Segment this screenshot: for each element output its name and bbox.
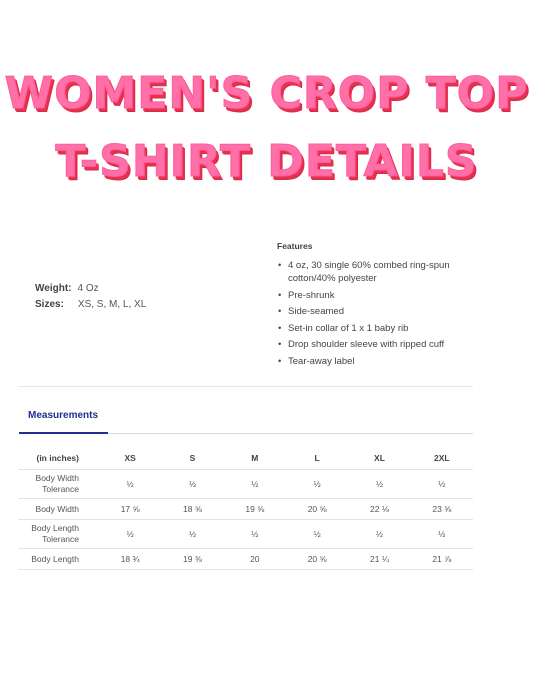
table-cell: 17 ⅝: [99, 499, 161, 520]
table-cell: 20: [224, 549, 286, 570]
column-header: XS: [99, 447, 161, 470]
table-header-row: [18, 447, 473, 470]
table-cell: 22 ⅛: [348, 499, 410, 520]
table-cell: 19 ⅝: [224, 499, 286, 520]
table-cell: ½: [161, 520, 223, 549]
table-cell: ½: [286, 520, 348, 549]
column-header: 2XL: [411, 447, 473, 470]
feature-item: • Tear-away label: [288, 355, 477, 368]
table-cell: ½: [99, 470, 161, 499]
features-section: [277, 241, 477, 371]
table-cell: 23 ⅝: [411, 499, 473, 520]
measurements-table: [18, 447, 473, 570]
product-specs: [35, 281, 146, 313]
feature-item: • Drop shoulder sleeve with ripped cuff: [288, 338, 477, 351]
table-cell: 20 ⅝: [286, 549, 348, 570]
column-header: XL: [348, 447, 410, 470]
table-row: [18, 549, 473, 570]
features-list: [277, 259, 477, 368]
weight-row: [35, 281, 146, 297]
column-header: (in inches): [18, 447, 99, 470]
column-header: M: [224, 447, 286, 470]
tab-active-indicator: [19, 432, 108, 434]
tab-bar-line: [108, 433, 473, 434]
weight-label: Weight:: [35, 283, 72, 294]
sizes-label: Sizes:: [35, 299, 64, 310]
weight-value: 4 Oz: [77, 283, 99, 294]
table-cell: ½: [99, 520, 161, 549]
table-cell: 19 ⅜: [161, 549, 223, 570]
page-title-line-1: WOMEN'S CROP TOP: [4, 68, 529, 119]
sizes-row: [35, 297, 146, 313]
features-heading: Features: [277, 241, 313, 251]
feature-item: • Set-in collar of 1 x 1 baby rib: [288, 322, 477, 335]
table-cell: 20 ⅝: [286, 499, 348, 520]
row-label: Body Length Tolerance: [18, 520, 99, 549]
section-divider: [18, 386, 473, 387]
column-header: S: [161, 447, 223, 470]
feature-item: • Pre-shrunk: [288, 289, 477, 302]
column-header: L: [286, 447, 348, 470]
table-row: [18, 470, 473, 499]
feature-item: • 4 oz, 30 single 60% combed ring-spun cotton/40% polyester: [288, 259, 477, 285]
table-cell: 21 ⅞: [411, 549, 473, 570]
table-cell: ½: [348, 470, 410, 499]
table-row: [18, 520, 473, 549]
table-cell: ½: [411, 520, 473, 549]
table-cell: ½: [286, 470, 348, 499]
table-cell: ½: [161, 470, 223, 499]
page-title-line-2: T-SHIRT DETAILS: [55, 136, 478, 187]
table-row: [18, 499, 473, 520]
row-label: Body Width: [18, 499, 99, 520]
table-cell: 18 ¾: [99, 549, 161, 570]
row-label: Body Length: [18, 549, 99, 570]
table-cell: ½: [224, 520, 286, 549]
tab-measurements[interactable]: Measurements: [28, 410, 99, 421]
table-cell: ½: [411, 470, 473, 499]
table-cell: ½: [224, 470, 286, 499]
table-cell: 18 ⅝: [161, 499, 223, 520]
feature-item: • Side-seamed: [288, 305, 477, 318]
table-cell: 21 ¼: [348, 549, 410, 570]
row-label: Body Width Tolerance: [18, 470, 99, 499]
sizes-value: XS, S, M, L, XL: [77, 299, 147, 310]
table-cell: ½: [348, 520, 410, 549]
